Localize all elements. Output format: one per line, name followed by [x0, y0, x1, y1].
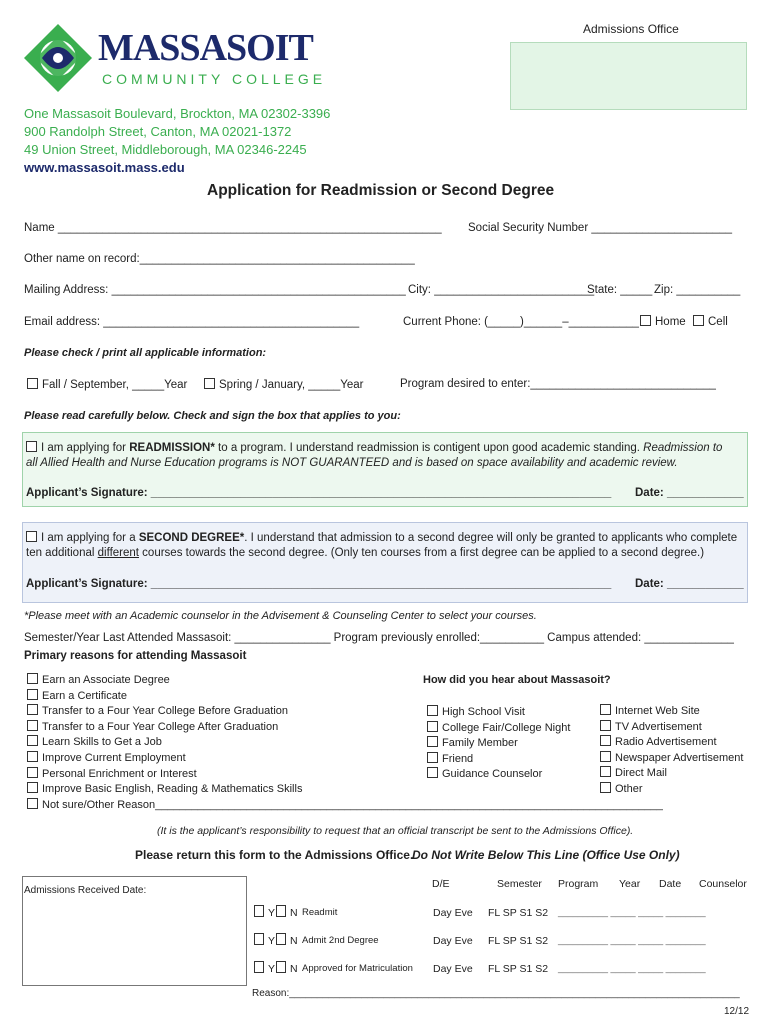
check-instructions: Please check / print all applicable information:: [24, 347, 267, 359]
hear-option[interactable]: [427, 736, 518, 749]
form-code: 12/12: [724, 1006, 750, 1017]
office-yes-option[interactable]: Y: [254, 961, 275, 975]
website-link[interactable]: www.massasoit.mass.edu: [24, 160, 185, 175]
hear-checkbox[interactable]: [427, 752, 438, 763]
spring-term-option[interactable]: [204, 378, 364, 391]
hear-checkbox[interactable]: [600, 782, 611, 793]
reason-option[interactable]: [27, 782, 302, 795]
other-name-field[interactable]: Other name on record:___________________________________________: [24, 253, 415, 265]
ssn-field[interactable]: Social Security Number ______________________: [468, 222, 733, 234]
reason-label: Learn Skills to Get a Job: [42, 736, 162, 749]
office-yes-option[interactable]: Y: [254, 905, 275, 919]
office-header-program: Program: [558, 878, 599, 890]
no-checkbox[interactable]: [276, 961, 286, 973]
fall-label: Fall / September, _____Year: [42, 379, 188, 391]
office-row-label: Readmit: [302, 907, 338, 918]
program-desired-field[interactable]: Program desired to enter:_____________________________: [400, 378, 716, 390]
reason-checkbox[interactable]: [27, 673, 38, 684]
spring-checkbox[interactable]: [204, 378, 215, 389]
hear-checkbox[interactable]: [600, 704, 611, 715]
readmission-signature[interactable]: Applicant’s Signature: ________________________________________________________________________: [26, 487, 612, 499]
hear-checkbox[interactable]: [600, 735, 611, 746]
second-degree-line-2: ten additional different courses towards the second degree. (Only ten courses from a first degree can be applied to a second degree.): [26, 547, 705, 559]
return-note: Please return this form to the Admissions Office.: [135, 848, 414, 862]
office-header-date: Date: [659, 878, 682, 890]
hear-option[interactable]: [600, 720, 702, 733]
office-header-semester: Semester: [497, 878, 542, 890]
readmission-line-2: all Allied Health and Nurse Education programs is NOT GUARANTEED and is based on space availability and academic review.: [26, 457, 678, 469]
hear-option[interactable]: [427, 752, 473, 765]
second-degree-signature[interactable]: Applicant’s Signature: ________________________________________________________________________: [26, 578, 612, 590]
office-header-year: Year: [619, 878, 641, 890]
state-field[interactable]: State: _____: [587, 284, 653, 296]
reason-option[interactable]: [27, 704, 288, 717]
office-row-blanks: __________ _____ _____ ________: [558, 935, 706, 945]
home-label: Home: [655, 316, 686, 328]
cell-label: Cell: [708, 316, 728, 328]
hear-option[interactable]: [427, 705, 525, 718]
email-field[interactable]: Email address: ________________________________________: [24, 316, 360, 328]
reason-label: Improve Basic English, Reading & Mathematics Skills: [42, 783, 303, 796]
mailing-address-field[interactable]: Mailing Address: ______________________________________________: [24, 284, 406, 296]
office-reason-field: Reason:_________________________________________________________________________________: [252, 988, 740, 999]
reason-checkbox[interactable]: [27, 704, 38, 715]
address-2: 900 Randolph Street, Canton, MA 02021-1372: [24, 124, 292, 139]
yes-checkbox[interactable]: [254, 961, 264, 973]
hear-label: Family Member: [442, 737, 518, 750]
do-not-write-note: Do Not Write Below This Line (Office Use Only): [412, 848, 680, 862]
reason-label: Earn an Associate Degree: [42, 674, 170, 686]
reason-checkbox[interactable]: [27, 767, 38, 778]
office-no-option[interactable]: N: [276, 905, 298, 919]
hear-option[interactable]: [600, 735, 717, 748]
hear-option[interactable]: [600, 782, 643, 795]
office-no-option[interactable]: N: [276, 961, 298, 975]
reason-option[interactable]: [27, 767, 197, 780]
office-header-de: D/E: [432, 878, 450, 890]
hear-checkbox[interactable]: [600, 766, 611, 777]
office-no-option[interactable]: N: [276, 933, 298, 947]
form-title: Application for Readmission or Second Degree: [207, 182, 555, 199]
reason-label: Earn a Certificate: [42, 689, 127, 702]
hear-label: Internet Web Site: [615, 705, 700, 717]
office-row-blanks: __________ _____ _____ ________: [558, 963, 706, 973]
reason-option[interactable]: [27, 798, 663, 811]
hear-checkbox[interactable]: [427, 736, 438, 747]
cell-checkbox[interactable]: [693, 315, 704, 326]
reason-checkbox[interactable]: [27, 782, 38, 793]
readmission-line-1: I am applying for READMISSION* to a program. I understand readmission is contigent upon good academic standing. Readmission to: [26, 441, 722, 454]
received-date-label: Admissions Received Date:: [24, 885, 147, 896]
zip-field[interactable]: Zip: __________: [654, 284, 741, 296]
office-row-de: Day Eve: [433, 935, 473, 947]
office-yes-option[interactable]: Y: [254, 933, 275, 947]
hear-label: Other: [615, 783, 643, 795]
hear-title: How did you hear about Massasoit?: [423, 674, 611, 686]
reason-checkbox[interactable]: [27, 735, 38, 746]
readmission-date[interactable]: Date: ____________: [635, 487, 744, 499]
read-instructions: Please read carefully below. Check and sign the box that applies to you:: [24, 410, 401, 422]
hear-label: High School Visit: [442, 706, 525, 718]
hear-option[interactable]: [600, 766, 667, 779]
reason-checkbox[interactable]: [27, 798, 38, 809]
office-row-blanks: __________ _____ _____ ________: [558, 907, 706, 917]
reason-label: Transfer to a Four Year College After Graduation: [42, 720, 279, 733]
reasons-title: Primary reasons for attending Massasoit: [24, 650, 247, 662]
address-3: 49 Union Street, Middleborough, MA 02346-2245: [24, 142, 307, 157]
office-row-semester: FL SP S1 S2: [488, 907, 549, 919]
reason-option[interactable]: [27, 720, 278, 733]
office-header-counselor: Counselor: [699, 878, 747, 890]
fall-term-option[interactable]: [27, 378, 187, 391]
office-row-semester: FL SP S1 S2: [488, 963, 549, 975]
reason-label: Not sure/Other Reason___________________________________________________________________________________: [42, 798, 663, 811]
city-field[interactable]: City: _________________________: [408, 284, 595, 296]
fall-checkbox[interactable]: [27, 378, 38, 389]
logo-subtitle: COMMUNITY COLLEGE: [102, 71, 327, 87]
reason-option[interactable]: [27, 751, 186, 764]
hear-checkbox[interactable]: [427, 721, 438, 732]
hear-label: College Fair/College Night: [442, 721, 571, 734]
home-checkbox[interactable]: [640, 315, 651, 326]
no-checkbox[interactable]: [276, 905, 286, 917]
no-checkbox[interactable]: [276, 933, 286, 945]
spring-label: Spring / January, _____Year: [219, 379, 364, 391]
last-attended-field[interactable]: Semester/Year Last Attended Massasoit: _______________ Program previously enrolled:__________ Campus attended: ______________: [24, 632, 734, 644]
hear-checkbox[interactable]: [427, 767, 438, 778]
reason-checkbox[interactable]: [27, 689, 38, 700]
reason-checkbox[interactable]: [27, 720, 38, 731]
logo-mark-icon: [22, 22, 94, 94]
reason-option[interactable]: [27, 689, 127, 702]
office-row-label: Admit 2nd Degree: [302, 935, 379, 946]
hear-label: Direct Mail: [615, 767, 667, 780]
hear-label: TV Advertisement: [615, 720, 702, 733]
hear-option[interactable]: [600, 751, 743, 764]
office-row-label: Approved for Matriculation: [302, 963, 413, 974]
reason-label: Transfer to a Four Year College Before Graduation: [42, 705, 289, 718]
logo-name: MASSASOIT: [98, 27, 313, 69]
hear-option[interactable]: [427, 767, 542, 780]
reason-checkbox[interactable]: [27, 751, 38, 762]
name-field[interactable]: Name ____________________________________________________________: [24, 222, 442, 234]
massasoit-logo: [22, 22, 327, 94]
hear-label: Guidance Counselor: [442, 768, 543, 781]
reason-option[interactable]: [27, 673, 170, 686]
advisement-note: *Please meet with an Academic counselor in the Advisement & Counseling Center to select your courses.: [24, 610, 537, 622]
phone-field[interactable]: Current Phone: (_____)______–___________: [403, 316, 639, 328]
address-1: One Massasoit Boulevard, Brockton, MA 02302-3396: [24, 106, 331, 121]
hear-label: Radio Advertisement: [615, 736, 717, 749]
office-row-de: Day Eve: [433, 907, 473, 919]
second-degree-date[interactable]: Date: ____________: [635, 578, 744, 590]
hear-option[interactable]: [427, 721, 570, 734]
hear-checkbox[interactable]: [427, 705, 438, 716]
home-phone-option[interactable]: [640, 315, 686, 328]
cell-phone-option[interactable]: [693, 315, 728, 328]
hear-checkbox[interactable]: [600, 751, 611, 762]
office-stamp-box: [510, 42, 747, 110]
hear-label: Friend: [442, 752, 474, 765]
hear-option[interactable]: [600, 704, 700, 717]
hear-checkbox[interactable]: [600, 720, 611, 731]
hear-label: Newspaper Advertisement: [615, 751, 744, 764]
second-degree-line-1: I am applying for a SECOND DEGREE*. I understand that admission to a second degree will only be granted to applicants who complete: [26, 531, 737, 544]
reason-option[interactable]: [27, 735, 162, 748]
yes-checkbox[interactable]: [254, 905, 264, 917]
office-row-de: Day Eve: [433, 963, 473, 975]
office-row-semester: FL SP S1 S2: [488, 935, 549, 947]
reason-label: Personal Enrichment or Interest: [42, 767, 197, 780]
transcript-note: (It is the applicant’s responsibility to request that an official transcript be sent to the Admissions Office).: [157, 825, 634, 837]
readmission-checkbox[interactable]: [26, 441, 37, 452]
yes-checkbox[interactable]: [254, 933, 264, 945]
reason-label: Improve Current Employment: [42, 752, 186, 764]
admissions-office-label: Admissions Office: [583, 22, 679, 36]
second-degree-checkbox[interactable]: [26, 531, 37, 542]
